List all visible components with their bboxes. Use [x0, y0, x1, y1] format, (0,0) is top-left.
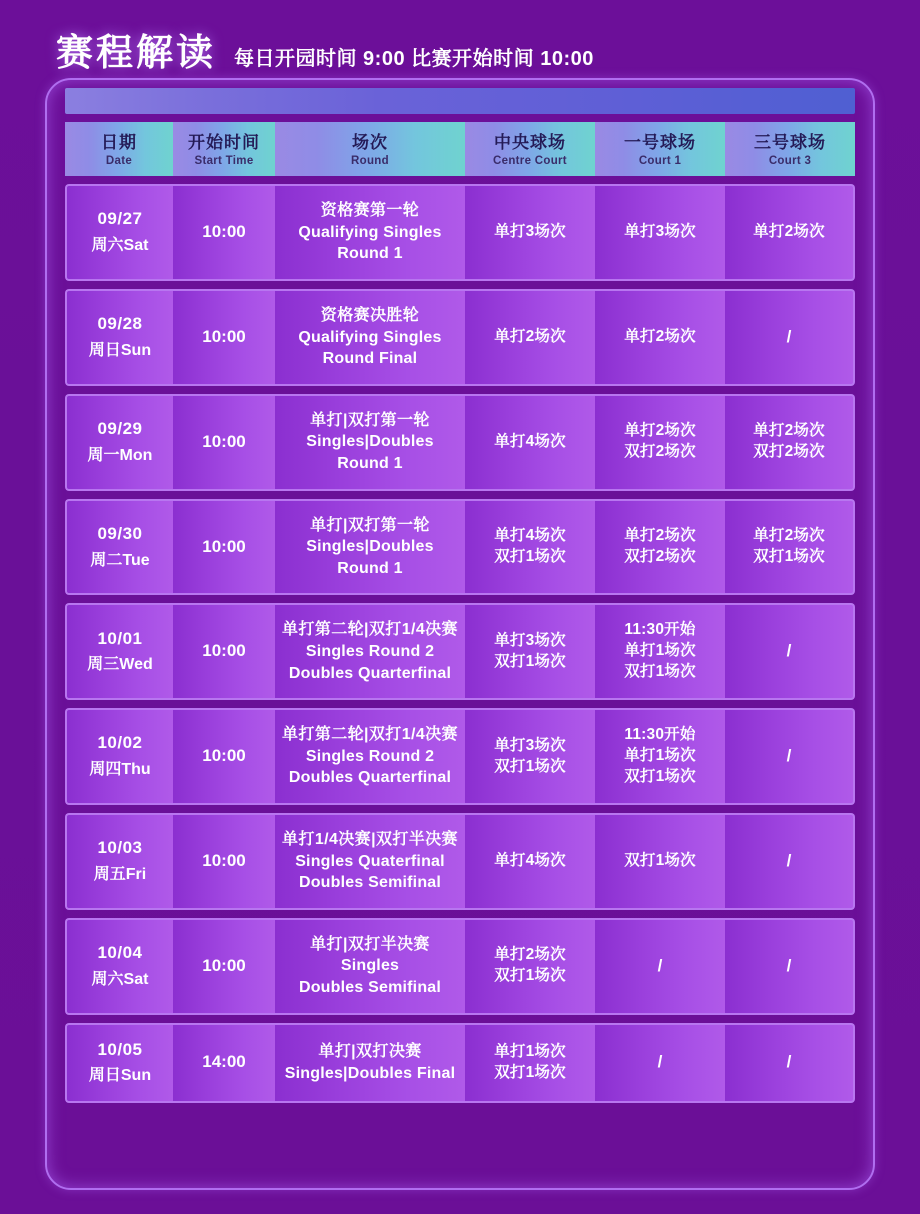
column-header-round-en: Round — [351, 155, 389, 168]
table-row — [65, 603, 855, 700]
no-match-marker: / — [786, 850, 792, 870]
cell-court1 — [595, 1023, 725, 1104]
match-count-line: 单打1场次 — [624, 747, 696, 765]
match-count-line: 双打1场次 — [624, 851, 696, 869]
weekday-value: 周五Fri — [93, 866, 147, 883]
match-count-line: 单打4场次 — [494, 851, 566, 869]
cell-date — [65, 394, 173, 491]
cell-court1 — [595, 603, 725, 700]
column-header-date-cn: 日期 — [101, 133, 137, 152]
column-header-centre-court — [465, 122, 595, 176]
cell-court3 — [725, 1023, 855, 1104]
match-count-line: 单打2场次 — [624, 327, 696, 345]
start-time-value: 10:00 — [202, 641, 246, 661]
round-label-cn: 单打|双打第一轮 — [310, 516, 430, 534]
cell-court1 — [595, 813, 725, 910]
date-value: 10/05 — [97, 1039, 143, 1059]
table-row — [65, 1023, 855, 1104]
match-count-line: 11:30开始 — [624, 726, 696, 744]
table-row — [65, 708, 855, 805]
match-count-line: 双打1场次 — [494, 547, 566, 565]
round-label-en: Doubles Quarterfinal — [288, 664, 452, 682]
table-row — [65, 499, 855, 596]
cell-start-time — [173, 1023, 275, 1104]
round-label-en: Qualifying Singles — [298, 328, 442, 346]
weekday-value: 周日Sun — [88, 1067, 152, 1085]
match-count-line: 双打2场次 — [753, 443, 825, 461]
schedule-table-wrap — [65, 88, 855, 1188]
column-header-round — [275, 122, 465, 176]
weekday-value: 周四Thu — [89, 761, 151, 779]
round-label-en: Singles — [340, 957, 400, 975]
match-count-line: 单打4场次 — [494, 527, 566, 545]
cell-round — [275, 184, 465, 281]
column-header-court3-en: Court 3 — [768, 155, 812, 168]
round-label-cn: 单打第二轮|双打1/4决赛 — [282, 726, 458, 744]
start-time-value: 10:00 — [202, 746, 246, 766]
no-match-marker: / — [786, 1052, 792, 1072]
cell-court1 — [595, 289, 725, 386]
cell-centre-court — [465, 918, 595, 1015]
column-header-court1-en: Court 1 — [638, 155, 682, 168]
match-count-line: 双打1场次 — [624, 663, 696, 681]
cell-date — [65, 603, 173, 700]
cell-date — [65, 708, 173, 805]
match-count-line: 单打2场次 — [753, 527, 825, 545]
round-label-cn: 资格赛决胜轮 — [320, 307, 420, 325]
cell-round — [275, 813, 465, 910]
table-body — [65, 184, 855, 1103]
cell-court3 — [725, 289, 855, 386]
weekday-value: 周三Wed — [87, 656, 153, 674]
date-value: 09/28 — [97, 314, 143, 334]
column-header-court3-cn: 三号球场 — [754, 133, 826, 152]
match-count-line: 单打2场次 — [494, 327, 566, 345]
start-time-value: 10:00 — [202, 850, 246, 870]
round-label-en: Singles|Doubles — [306, 433, 434, 451]
match-count-line: 双打1场次 — [494, 757, 566, 775]
cell-start-time — [173, 499, 275, 596]
start-time-value: 10:00 — [202, 431, 246, 451]
cell-round — [275, 289, 465, 386]
table-top-accent-bar — [65, 88, 855, 114]
date-value: 10/04 — [97, 942, 143, 962]
match-count-line: 双打2场次 — [624, 443, 696, 461]
table-row — [65, 394, 855, 491]
table-row — [65, 289, 855, 386]
cell-centre-court — [465, 394, 595, 491]
cell-court1 — [595, 394, 725, 491]
weekday-value: 周六Sat — [91, 237, 149, 255]
match-count-line: 双打2场次 — [624, 547, 696, 565]
match-count-line: 单打4场次 — [494, 432, 566, 450]
column-header-date — [65, 122, 173, 176]
cell-round — [275, 394, 465, 491]
cell-start-time — [173, 184, 275, 281]
column-header-start-time-en: Start Time — [194, 155, 254, 168]
column-header-start-time-cn: 开始时间 — [188, 133, 260, 152]
date-value: 10/02 — [97, 733, 143, 753]
match-count-line: 单打1场次 — [494, 1042, 566, 1060]
match-count-line: 单打3场次 — [624, 223, 696, 241]
round-label-en: Singles|Doubles Final — [284, 1064, 456, 1082]
column-header-court1 — [595, 122, 725, 176]
match-count-line: 单打3场次 — [494, 736, 566, 754]
match-count-line: 单打2场次 — [753, 223, 825, 241]
column-header-court3 — [725, 122, 855, 176]
cell-centre-court — [465, 603, 595, 700]
table-head — [65, 122, 855, 176]
cell-court3 — [725, 918, 855, 1015]
round-label-en: Singles Round 2 — [305, 642, 435, 660]
column-header-centre-court-en: Centre Court — [493, 155, 567, 168]
column-header-round-cn: 场次 — [352, 133, 388, 152]
no-match-marker: / — [786, 641, 792, 661]
cell-court3 — [725, 394, 855, 491]
cell-round — [275, 1023, 465, 1104]
round-label-en: Doubles Semifinal — [298, 978, 442, 996]
round-label-cn: 单打|双打第一轮 — [310, 411, 430, 429]
page-subtitle: 每日开园时间 9:00 比赛开始时间 10:00 — [234, 48, 594, 70]
cell-round — [275, 708, 465, 805]
weekday-value: 周二Tue — [90, 551, 150, 569]
cell-court3 — [725, 184, 855, 281]
match-count-line: 单打3场次 — [494, 223, 566, 241]
column-header-court1-cn: 一号球场 — [624, 133, 696, 152]
round-label-cn: 单打第二轮|双打1/4决赛 — [282, 621, 458, 639]
column-header-centre-court-cn: 中央球场 — [494, 133, 566, 152]
match-count-line: 单打1场次 — [624, 642, 696, 660]
table-header-row — [65, 122, 855, 176]
match-count-line: 双打1场次 — [494, 652, 566, 670]
cell-court1 — [595, 184, 725, 281]
start-time-value: 10:00 — [202, 955, 246, 975]
date-value: 09/29 — [97, 418, 143, 438]
match-count-line: 单打2场次 — [624, 527, 696, 545]
no-match-marker: / — [657, 955, 663, 975]
round-label-cn: 资格赛第一轮 — [320, 202, 420, 220]
cell-round — [275, 918, 465, 1015]
table-row — [65, 813, 855, 910]
cell-start-time — [173, 918, 275, 1015]
cell-court1 — [595, 708, 725, 805]
round-label-cn: 单打1/4决赛|双打半决赛 — [282, 830, 458, 848]
date-value: 10/03 — [97, 838, 143, 858]
start-time-value: 10:00 — [202, 326, 246, 346]
round-label-en: Round Final — [322, 350, 418, 368]
round-label-en: Singles Quaterfinal — [295, 852, 445, 870]
cell-court3 — [725, 499, 855, 596]
start-time-value: 14:00 — [202, 1052, 246, 1072]
cell-round — [275, 603, 465, 700]
cell-date — [65, 813, 173, 910]
cell-date — [65, 289, 173, 386]
weekday-value: 周日Sun — [88, 342, 152, 360]
round-label-en: Round 1 — [337, 455, 403, 472]
date-value: 10/01 — [97, 628, 143, 648]
cell-centre-court — [465, 289, 595, 386]
no-match-marker: / — [786, 955, 792, 975]
round-label-en: Singles|Doubles — [306, 538, 434, 556]
cell-start-time — [173, 394, 275, 491]
date-value: 09/27 — [97, 209, 143, 229]
cell-court1 — [595, 918, 725, 1015]
round-label-cn: 单打|双打决赛 — [318, 1043, 422, 1061]
start-time-value: 10:00 — [202, 536, 246, 556]
no-match-marker: / — [657, 1052, 663, 1072]
match-count-line: 单打2场次 — [494, 946, 566, 964]
cell-start-time — [173, 289, 275, 386]
column-header-date-en: Date — [105, 155, 133, 168]
no-match-marker: / — [786, 746, 792, 766]
start-time-value: 10:00 — [202, 222, 246, 242]
cell-date — [65, 499, 173, 596]
table-row — [65, 918, 855, 1015]
cell-start-time — [173, 813, 275, 910]
round-label-en: Singles Round 2 — [305, 747, 435, 765]
table-row — [65, 184, 855, 281]
no-match-marker: / — [786, 326, 792, 346]
page-title: 赛程解读 — [56, 32, 216, 73]
match-count-line: 单打2场次 — [624, 422, 696, 440]
round-label-en: Doubles Quarterfinal — [288, 769, 452, 787]
round-label-en: Qualifying Singles — [298, 223, 442, 241]
cell-court3 — [725, 603, 855, 700]
match-count-line: 11:30开始 — [624, 621, 696, 639]
match-count-line: 双打1场次 — [494, 967, 566, 985]
cell-court1 — [595, 499, 725, 596]
round-label-cn: 单打|双打半决赛 — [310, 935, 430, 953]
cell-centre-court — [465, 813, 595, 910]
cell-start-time — [173, 708, 275, 805]
cell-date — [65, 1023, 173, 1104]
weekday-value: 周六Sat — [91, 970, 149, 988]
match-count-line: 双打1场次 — [494, 1063, 566, 1081]
match-count-line: 双打1场次 — [753, 547, 825, 565]
cell-round — [275, 499, 465, 596]
date-value: 09/30 — [97, 523, 143, 543]
match-count-line: 单打3场次 — [494, 631, 566, 649]
round-label-en: Round 1 — [337, 245, 403, 263]
cell-date — [65, 918, 173, 1015]
match-count-line: 单打2场次 — [753, 422, 825, 440]
weekday-value: 周一Mon — [87, 446, 153, 464]
cell-court3 — [725, 708, 855, 805]
round-label-en: Doubles Semifinal — [298, 874, 442, 892]
match-count-line: 双打1场次 — [624, 768, 696, 785]
round-label-en: Round 1 — [337, 559, 403, 577]
cell-centre-court — [465, 1023, 595, 1104]
cell-court3 — [725, 813, 855, 910]
cell-centre-court — [465, 499, 595, 596]
cell-centre-court — [465, 184, 595, 281]
cell-start-time — [173, 603, 275, 700]
page-header — [0, 0, 920, 76]
column-header-start-time — [173, 122, 275, 176]
cell-centre-court — [465, 708, 595, 805]
schedule-table — [65, 114, 855, 1111]
cell-date — [65, 184, 173, 281]
